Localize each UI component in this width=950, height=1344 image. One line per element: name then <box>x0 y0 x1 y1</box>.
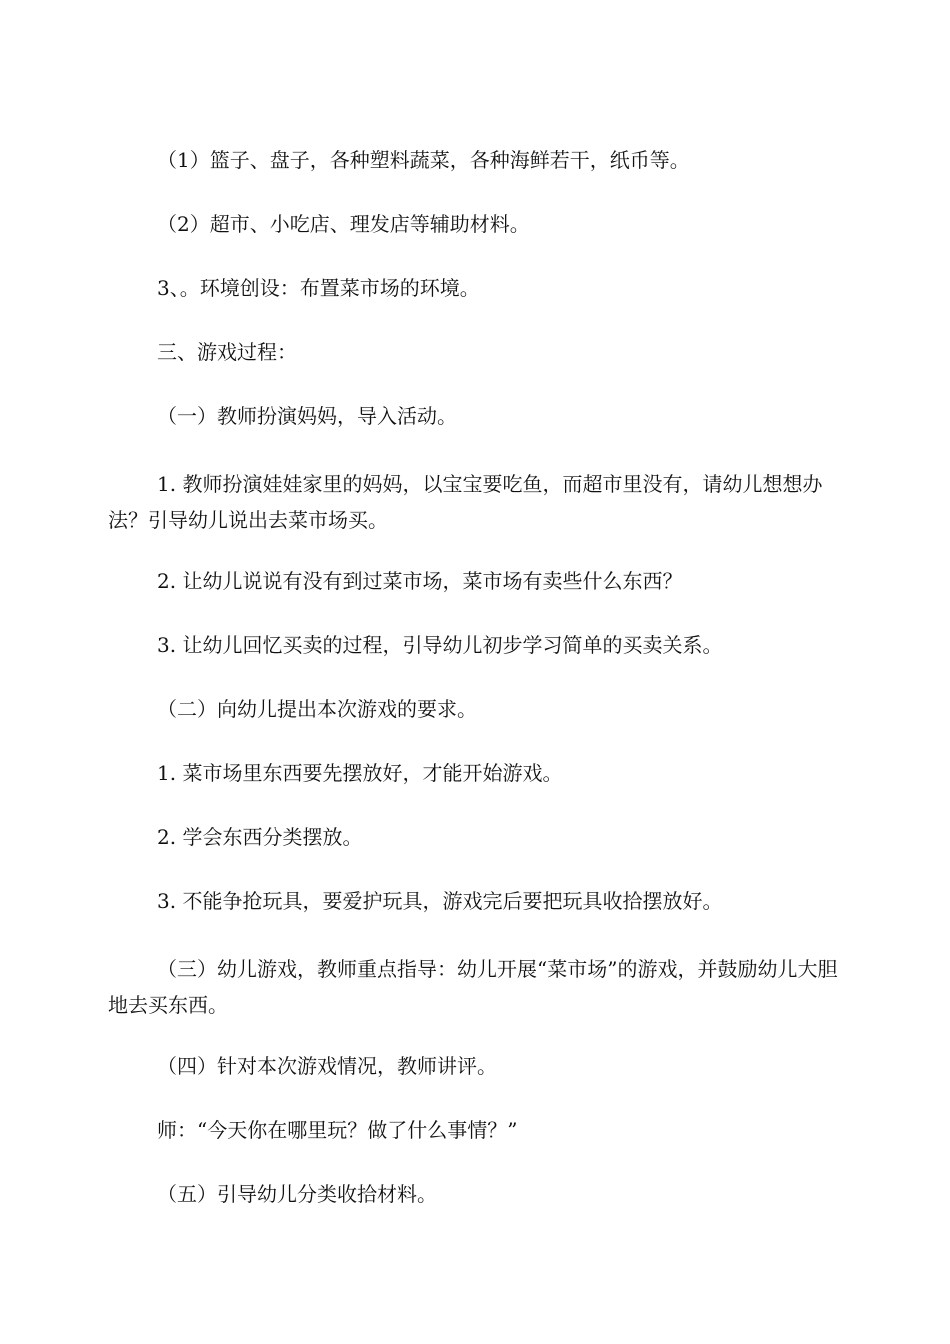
paragraph-teacher-quote: 师：“今天你在哪里玩？做了什么事情？” <box>157 1118 518 1142</box>
subsection-heading-1: （一）教师扮演妈妈，导入活动。 <box>157 404 457 428</box>
paragraph-materials-2: （2）超市、小吃店、理发店等辅助材料。 <box>157 212 530 236</box>
subsection-heading-5: （五）引导幼儿分类收拾材料。 <box>157 1182 437 1206</box>
paragraph-materials-1: （1）篮子、盘子，各种塑料蔬菜，各种海鲜若干，纸币等。 <box>157 148 690 172</box>
paragraph-environment: 3、。环境创设：布置菜市场的环境。 <box>157 276 480 300</box>
paragraph-step-1-3: 3. 让幼儿回忆买卖的过程，引导幼儿初步学习简单的买卖关系。 <box>157 633 723 657</box>
paragraph-step-1-2: 2. 让幼儿说说有没有到过菜市场，菜市场有卖些什么东西？ <box>157 569 683 593</box>
subsection-heading-4: （四）针对本次游戏情况，教师讲评。 <box>157 1054 497 1078</box>
paragraph-step-1-1: 1. 教师扮演娃娃家里的妈妈，以宝宝要吃鱼，而超市里没有，请幼儿想想办法？引导幼儿说出去菜市场买。 <box>108 472 823 532</box>
paragraph-requirement-3: 3. 不能争抢玩具，要爱护玩具，游戏完后要把玩具收拾摆放好。 <box>157 889 723 913</box>
subsection-heading-3: （三）幼儿游戏，教师重点指导：幼儿开展“菜市场”的游戏，并鼓励幼儿大胆地去买东西。 <box>108 957 838 1017</box>
paragraph-requirement-1: 1. 菜市场里东西要先摆放好，才能开始游戏。 <box>157 761 563 785</box>
paragraph-requirement-2: 2. 学会东西分类摆放。 <box>157 825 363 849</box>
section-heading-game-process: 三、游戏过程： <box>157 340 297 364</box>
subsection-heading-2: （二）向幼儿提出本次游戏的要求。 <box>157 697 477 721</box>
